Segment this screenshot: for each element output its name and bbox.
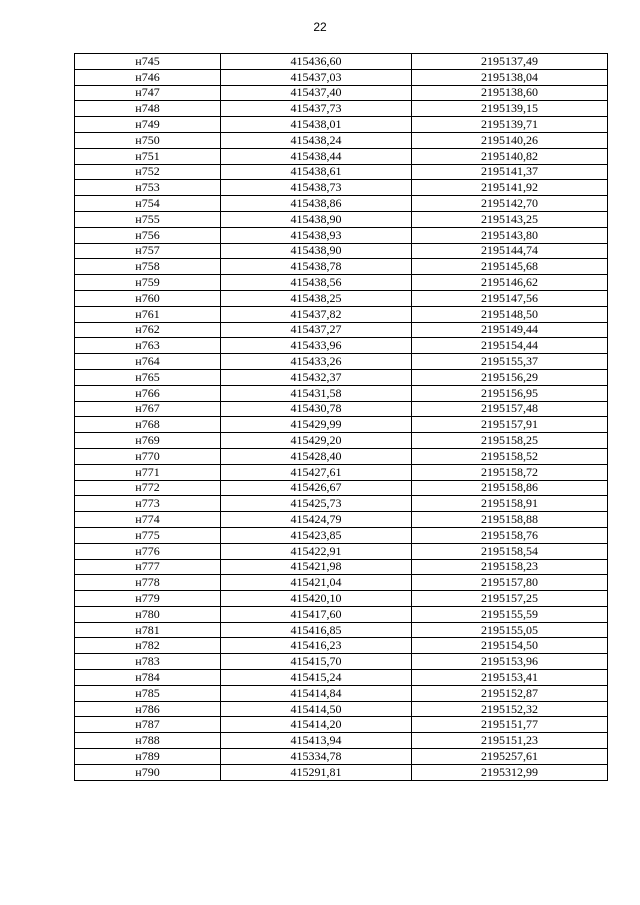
page-number: 22: [313, 20, 327, 34]
x-coordinate-cell: 415427,61: [221, 464, 412, 480]
y-coordinate-cell: 2195139,15: [412, 101, 608, 117]
y-coordinate-cell: 2195140,82: [412, 148, 608, 164]
x-coordinate-cell: 415438,44: [221, 148, 412, 164]
y-coordinate-cell: 2195158,52: [412, 448, 608, 464]
point-name-cell: н763: [75, 338, 221, 354]
y-coordinate-cell: 2195312,99: [412, 764, 608, 780]
point-name-cell: н747: [75, 85, 221, 101]
x-coordinate-cell: 415433,96: [221, 338, 412, 354]
point-name-cell: н756: [75, 227, 221, 243]
table-row: [75, 164, 608, 180]
table-row: [75, 480, 608, 496]
point-name-cell: н751: [75, 148, 221, 164]
table-row: [75, 338, 608, 354]
point-name-cell: н790: [75, 764, 221, 780]
x-coordinate-cell: 415415,70: [221, 654, 412, 670]
x-coordinate-cell: 415423,85: [221, 527, 412, 543]
point-name-cell: н785: [75, 685, 221, 701]
table-row: [75, 196, 608, 212]
x-coordinate-cell: 415438,24: [221, 132, 412, 148]
x-coordinate-cell: 415438,78: [221, 259, 412, 275]
table-row: [75, 670, 608, 686]
point-name-cell: н745: [75, 54, 221, 70]
point-name-cell: н748: [75, 101, 221, 117]
table-row: [75, 622, 608, 638]
point-name-cell: н759: [75, 275, 221, 291]
point-name-cell: н757: [75, 243, 221, 259]
x-coordinate-cell: 415422,91: [221, 543, 412, 559]
table-row: [75, 227, 608, 243]
y-coordinate-cell: 2195157,25: [412, 591, 608, 607]
point-name-cell: н762: [75, 322, 221, 338]
table-row: [75, 464, 608, 480]
y-coordinate-cell: 2195158,72: [412, 464, 608, 480]
table-row: [75, 701, 608, 717]
x-coordinate-cell: 415426,67: [221, 480, 412, 496]
x-coordinate-cell: 415413,94: [221, 733, 412, 749]
point-name-cell: н784: [75, 670, 221, 686]
y-coordinate-cell: 2195138,60: [412, 85, 608, 101]
table-row: [75, 306, 608, 322]
x-coordinate-cell: 415437,40: [221, 85, 412, 101]
y-coordinate-cell: 2195154,44: [412, 338, 608, 354]
y-coordinate-cell: 2195143,80: [412, 227, 608, 243]
point-name-cell: н786: [75, 701, 221, 717]
table-row: [75, 591, 608, 607]
x-coordinate-cell: 415433,26: [221, 354, 412, 370]
x-coordinate-cell: 415334,78: [221, 749, 412, 765]
y-coordinate-cell: 2195158,23: [412, 559, 608, 575]
table-row: [75, 69, 608, 85]
x-coordinate-cell: 415414,50: [221, 701, 412, 717]
x-coordinate-cell: 415437,73: [221, 101, 412, 117]
x-coordinate-cell: 415428,40: [221, 448, 412, 464]
point-name-cell: н789: [75, 749, 221, 765]
table-row: [75, 717, 608, 733]
y-coordinate-cell: 2195157,48: [412, 401, 608, 417]
table-row: [75, 543, 608, 559]
point-name-cell: н766: [75, 385, 221, 401]
x-coordinate-cell: 415438,25: [221, 290, 412, 306]
point-name-cell: н777: [75, 559, 221, 575]
y-coordinate-cell: 2195153,41: [412, 670, 608, 686]
y-coordinate-cell: 2195137,49: [412, 54, 608, 70]
table-row: [75, 243, 608, 259]
y-coordinate-cell: 2195257,61: [412, 749, 608, 765]
coordinates-table-body: [75, 54, 608, 781]
point-name-cell: н758: [75, 259, 221, 275]
y-coordinate-cell: 2195143,25: [412, 211, 608, 227]
x-coordinate-cell: 415438,01: [221, 117, 412, 133]
y-coordinate-cell: 2195138,04: [412, 69, 608, 85]
table-row: [75, 417, 608, 433]
point-name-cell: н772: [75, 480, 221, 496]
table-row: [75, 606, 608, 622]
y-coordinate-cell: 2195157,91: [412, 417, 608, 433]
x-coordinate-cell: 415421,04: [221, 575, 412, 591]
table-row: [75, 448, 608, 464]
y-coordinate-cell: 2195154,50: [412, 638, 608, 654]
point-name-cell: н781: [75, 622, 221, 638]
table-row: [75, 638, 608, 654]
y-coordinate-cell: 2195158,91: [412, 496, 608, 512]
y-coordinate-cell: 2195148,50: [412, 306, 608, 322]
table-row: [75, 764, 608, 780]
x-coordinate-cell: 415437,82: [221, 306, 412, 322]
x-coordinate-cell: 415414,20: [221, 717, 412, 733]
x-coordinate-cell: 415438,93: [221, 227, 412, 243]
table-row: [75, 290, 608, 306]
point-name-cell: н776: [75, 543, 221, 559]
y-coordinate-cell: 2195151,77: [412, 717, 608, 733]
table-row: [75, 117, 608, 133]
x-coordinate-cell: 415421,98: [221, 559, 412, 575]
y-coordinate-cell: 2195144,74: [412, 243, 608, 259]
y-coordinate-cell: 2195146,62: [412, 275, 608, 291]
point-name-cell: н760: [75, 290, 221, 306]
x-coordinate-cell: 415437,03: [221, 69, 412, 85]
table-row: [75, 512, 608, 528]
table-row: [75, 433, 608, 449]
x-coordinate-cell: 415438,56: [221, 275, 412, 291]
y-coordinate-cell: 2195147,56: [412, 290, 608, 306]
table-row: [75, 654, 608, 670]
table-row: [75, 527, 608, 543]
table-row: [75, 148, 608, 164]
point-name-cell: н765: [75, 369, 221, 385]
y-coordinate-cell: 2195152,87: [412, 685, 608, 701]
point-name-cell: н764: [75, 354, 221, 370]
table-row: [75, 211, 608, 227]
x-coordinate-cell: 415429,20: [221, 433, 412, 449]
y-coordinate-cell: 2195156,95: [412, 385, 608, 401]
point-name-cell: н774: [75, 512, 221, 528]
x-coordinate-cell: 415415,24: [221, 670, 412, 686]
point-name-cell: н782: [75, 638, 221, 654]
x-coordinate-cell: 415416,23: [221, 638, 412, 654]
y-coordinate-cell: 2195152,32: [412, 701, 608, 717]
point-name-cell: н769: [75, 433, 221, 449]
coordinates-table: [74, 53, 608, 781]
point-name-cell: н749: [75, 117, 221, 133]
x-coordinate-cell: 415424,79: [221, 512, 412, 528]
y-coordinate-cell: 2195156,29: [412, 369, 608, 385]
table-row: [75, 85, 608, 101]
point-name-cell: н754: [75, 196, 221, 212]
point-name-cell: н787: [75, 717, 221, 733]
point-name-cell: н753: [75, 180, 221, 196]
point-name-cell: н746: [75, 69, 221, 85]
y-coordinate-cell: 2195155,59: [412, 606, 608, 622]
y-coordinate-cell: 2195158,76: [412, 527, 608, 543]
table-row: [75, 101, 608, 117]
y-coordinate-cell: 2195158,88: [412, 512, 608, 528]
point-name-cell: н770: [75, 448, 221, 464]
point-name-cell: н788: [75, 733, 221, 749]
table-row: [75, 685, 608, 701]
table-row: [75, 322, 608, 338]
x-coordinate-cell: 415420,10: [221, 591, 412, 607]
x-coordinate-cell: 415438,90: [221, 211, 412, 227]
table-row: [75, 259, 608, 275]
x-coordinate-cell: 415438,90: [221, 243, 412, 259]
table-row: [75, 54, 608, 70]
x-coordinate-cell: 415417,60: [221, 606, 412, 622]
x-coordinate-cell: 415438,86: [221, 196, 412, 212]
table-row: [75, 496, 608, 512]
x-coordinate-cell: 415431,58: [221, 385, 412, 401]
point-name-cell: н761: [75, 306, 221, 322]
x-coordinate-cell: 415425,73: [221, 496, 412, 512]
x-coordinate-cell: 415414,84: [221, 685, 412, 701]
y-coordinate-cell: 2195151,23: [412, 733, 608, 749]
y-coordinate-cell: 2195142,70: [412, 196, 608, 212]
x-coordinate-cell: 415429,99: [221, 417, 412, 433]
y-coordinate-cell: 2195141,37: [412, 164, 608, 180]
point-name-cell: н783: [75, 654, 221, 670]
y-coordinate-cell: 2195155,05: [412, 622, 608, 638]
x-coordinate-cell: 415436,60: [221, 54, 412, 70]
x-coordinate-cell: 415438,61: [221, 164, 412, 180]
x-coordinate-cell: 415432,37: [221, 369, 412, 385]
point-name-cell: н755: [75, 211, 221, 227]
table-row: [75, 132, 608, 148]
x-coordinate-cell: 415430,78: [221, 401, 412, 417]
table-row: [75, 180, 608, 196]
point-name-cell: н780: [75, 606, 221, 622]
point-name-cell: н768: [75, 417, 221, 433]
y-coordinate-cell: 2195155,37: [412, 354, 608, 370]
y-coordinate-cell: 2195139,71: [412, 117, 608, 133]
table-row: [75, 749, 608, 765]
point-name-cell: н779: [75, 591, 221, 607]
point-name-cell: н778: [75, 575, 221, 591]
point-name-cell: н752: [75, 164, 221, 180]
y-coordinate-cell: 2195140,26: [412, 132, 608, 148]
y-coordinate-cell: 2195157,80: [412, 575, 608, 591]
table-row: [75, 559, 608, 575]
x-coordinate-cell: 415291,81: [221, 764, 412, 780]
y-coordinate-cell: 2195153,96: [412, 654, 608, 670]
table-row: [75, 385, 608, 401]
point-name-cell: н775: [75, 527, 221, 543]
x-coordinate-cell: 415416,85: [221, 622, 412, 638]
table-row: [75, 733, 608, 749]
point-name-cell: н771: [75, 464, 221, 480]
y-coordinate-cell: 2195145,68: [412, 259, 608, 275]
y-coordinate-cell: 2195158,54: [412, 543, 608, 559]
point-name-cell: н773: [75, 496, 221, 512]
table-row: [75, 575, 608, 591]
y-coordinate-cell: 2195158,86: [412, 480, 608, 496]
table-row: [75, 401, 608, 417]
y-coordinate-cell: 2195158,25: [412, 433, 608, 449]
table-row: [75, 275, 608, 291]
table-row: [75, 369, 608, 385]
x-coordinate-cell: 415438,73: [221, 180, 412, 196]
table-row: [75, 354, 608, 370]
point-name-cell: н767: [75, 401, 221, 417]
x-coordinate-cell: 415437,27: [221, 322, 412, 338]
y-coordinate-cell: 2195149,44: [412, 322, 608, 338]
point-name-cell: н750: [75, 132, 221, 148]
y-coordinate-cell: 2195141,92: [412, 180, 608, 196]
